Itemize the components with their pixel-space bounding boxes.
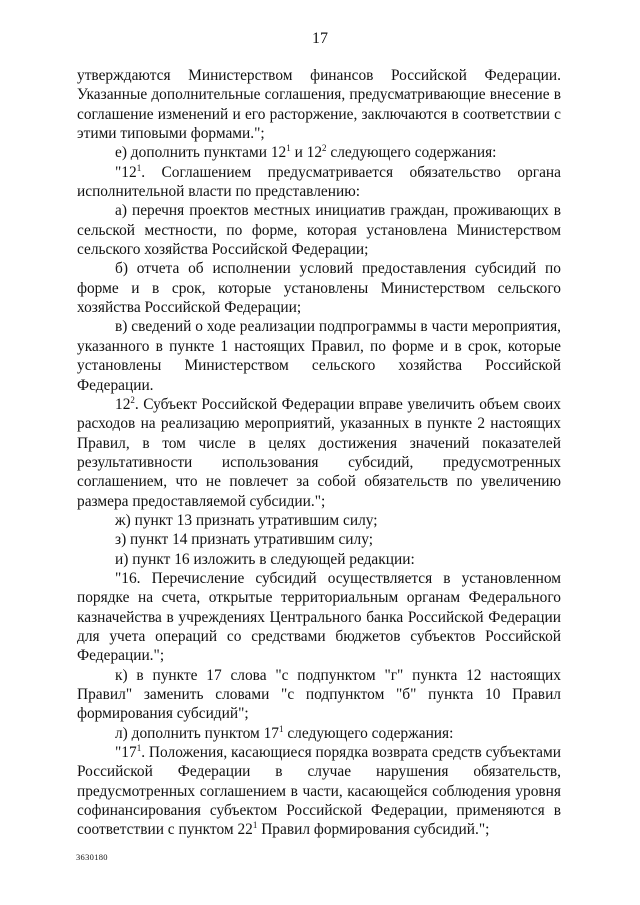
text-run: з) пункт 14 признать утратившим силу;: [115, 531, 373, 549]
paragraph: [77, 201, 561, 259]
text-run: . Соглашением предусматривается обязательство органа исполнительной власти по представлению:: [77, 163, 561, 201]
text-run: к) в пункте 17 слова "с подпунктом "г" пункта 12 настоящих Правил" заменить словами "с подпунктом "б" пункта 10 Правил формирования субсидий";: [77, 666, 561, 723]
superscript: 2: [130, 394, 135, 405]
text-run: следующего содержания:: [283, 724, 454, 742]
text-run: и 12: [290, 144, 323, 162]
text-run: "12: [115, 163, 137, 181]
superscript: 1: [136, 162, 142, 173]
document-code: 3630180: [76, 852, 108, 862]
superscript: 2: [322, 143, 327, 154]
text-run: . Субъект Российской Федерации вправе увеличить объем своих расходов на реализацию мероприятий, указанных в пункте 2 настоящих Правил, в том числе в целях достижения значений показателей результативности использования субсидий, предусмотренных соглашением, что не повлечет за собой обязательств по увеличению размера предоставляемой субсидии.";: [77, 395, 561, 510]
paragraph: [77, 569, 561, 666]
text-run: следующего содержания:: [326, 144, 497, 162]
text-run: а) перечня проектов местных инициатив граждан, проживающих в сельской местности, по форме, которая установлена Министерством сельского хозяйства Российской Федерации;: [77, 202, 561, 259]
paragraph: [77, 143, 561, 162]
superscript: 1: [286, 143, 291, 154]
text-run: б) отчета об исполнении условий предоставления субсидий по форме и в срок, которые установлены Министерством сельского хозяйства Российской Федерации;: [77, 260, 561, 317]
superscript: 1: [252, 820, 258, 831]
paragraph: [77, 511, 561, 530]
document-body: [77, 66, 561, 840]
paragraph: [77, 550, 561, 569]
text-run: л) дополнить пунктом 17: [115, 724, 279, 742]
text-run: утверждаются Министерством финансов Российской Федерации. Указанные дополнительные соглашения, предусматривающие внесение в соглашение изменений и его расторжение, заключаются в соответствии с этими типовыми формами.";: [77, 67, 561, 143]
paragraph: [77, 163, 561, 202]
paragraph: [77, 666, 561, 724]
paragraph: [77, 317, 561, 394]
paragraph: [77, 395, 561, 511]
text-run: е) дополнить пунктами 12: [115, 144, 287, 162]
superscript: 1: [279, 723, 284, 734]
paragraph: [77, 259, 561, 317]
text-run: "17: [115, 744, 137, 762]
text-run: "16. Перечисление субсидий осуществляется в установленном порядке на счета, открытые территориальным органам Федерального казначейства в учреждениях Центрального банка Российской Федерации для учета операций со средствами бюджетов субъектов Российской Федерации.";: [77, 569, 561, 665]
paragraph: [77, 724, 561, 743]
text-run: ж) пункт 13 признать утратившим силу;: [115, 511, 378, 529]
text-run: в) сведений о ходе реализации подпрограммы в части мероприятия, указанного в пункте 1 настоящих Правил, по форме и в срок, которые установлены Министерством сельского хозяйства Российской Федерации.: [77, 318, 561, 394]
paragraph: [77, 743, 561, 840]
page-number: 17: [312, 30, 328, 47]
text-run: 12: [115, 395, 131, 413]
superscript: 1: [136, 743, 142, 754]
paragraph: [77, 66, 561, 143]
text-run: Правил формирования субсидий.";: [257, 821, 490, 839]
text-run: и) пункт 16 изложить в следующей редакции:: [115, 550, 415, 568]
paragraph: [77, 530, 561, 549]
text-run: . Положения, касающиеся порядка возврата средств субъектами Российской Федерации в случае нарушения обязательств, предусмотренных соглашением в части, касающейся соблюдения уровня софинансирования субъектом Российской Федерации, применяются в соответствии с пунктом 22: [77, 744, 561, 839]
